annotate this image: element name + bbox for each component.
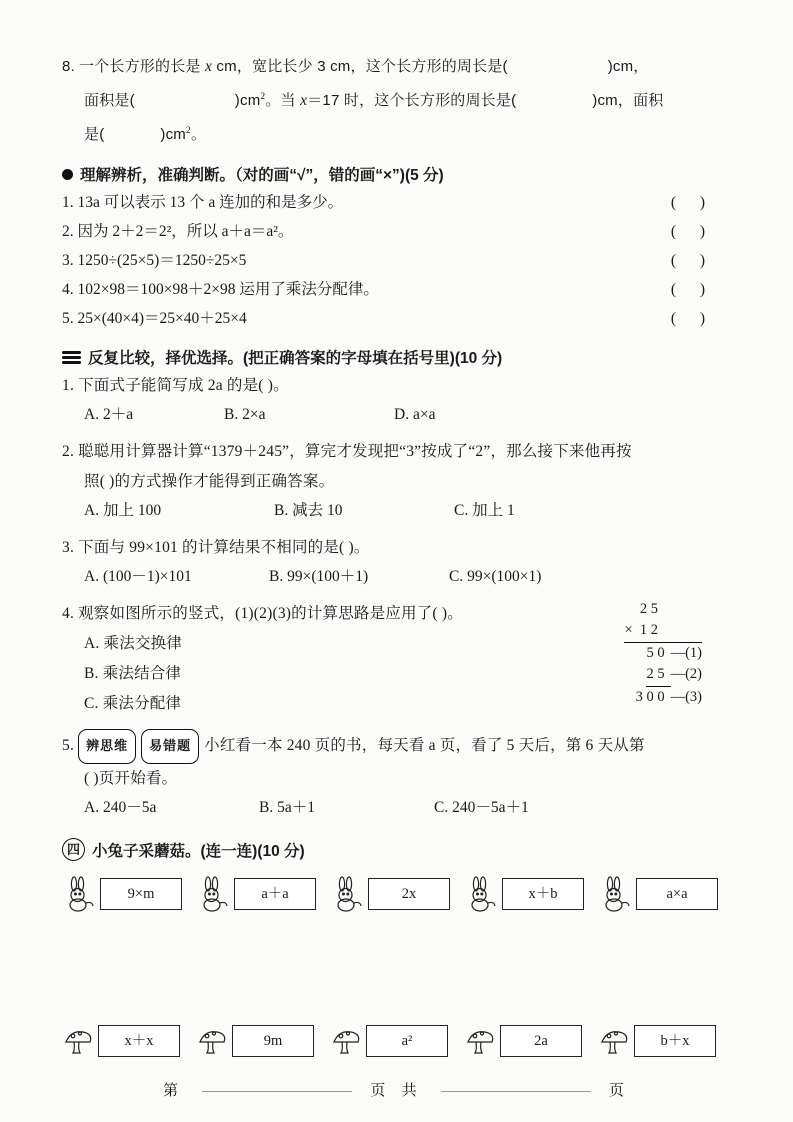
tf-item-4 bbox=[62, 275, 732, 304]
rabbit-icon bbox=[464, 875, 498, 913]
tf-item-2 bbox=[62, 217, 732, 246]
choice-q5-options bbox=[84, 794, 732, 822]
vertical-line-4: 2 5 —(2) bbox=[552, 664, 702, 687]
mushroom-item-3 bbox=[330, 1025, 464, 1057]
choice-q3-options bbox=[84, 563, 732, 591]
q8-text-c: )cm， bbox=[607, 58, 649, 75]
choice-q5-tag-thinking: 辨思维 bbox=[78, 729, 136, 764]
choice-q3-option-c[interactable]: C. 99×(100×1) bbox=[449, 568, 542, 586]
choice-q2-option-c[interactable]: C. 加上 1 bbox=[454, 502, 515, 520]
q8-text-g: ＝17 时，这个长方形的周长是( bbox=[307, 92, 517, 110]
choice-q4-option-a[interactable]: A. 乘法交换律 bbox=[84, 635, 183, 653]
rabbit-card-1[interactable]: 9×m bbox=[100, 878, 182, 910]
page-footer bbox=[0, 1079, 793, 1100]
q8-sup-2: 2 bbox=[186, 126, 191, 137]
rabbit-card-3[interactable]: 2x bbox=[368, 878, 450, 910]
mushroom-icon bbox=[62, 1027, 94, 1055]
q8-text-k: 。 bbox=[190, 126, 207, 144]
true-false-list bbox=[62, 188, 732, 333]
choice-q4 bbox=[62, 599, 732, 719]
choice-q1-options bbox=[84, 401, 732, 429]
choice-q5-stem-line-1 bbox=[62, 729, 732, 764]
choice-q4-number: 4. bbox=[62, 605, 75, 623]
choice-q2-text-2: 照( )的方式操作才能得到正确答案。 bbox=[84, 473, 335, 491]
section-match-title: 小兔子采蘑菇。(连一连)(10 分) bbox=[92, 842, 305, 860]
tf-item-4-text: 4. 102×98＝100×98＋2×98 运用了乘法分配律。 bbox=[62, 281, 379, 299]
q8-number: 8. bbox=[62, 58, 75, 75]
mushroom-item-2 bbox=[196, 1025, 330, 1057]
choice-q2-stem-line-1 bbox=[62, 437, 732, 467]
q8-text-f: 。当 bbox=[265, 92, 301, 110]
choice-q5-number: 5. bbox=[62, 737, 75, 755]
choice-q5-tag-error-prone: 易错题 bbox=[141, 729, 199, 764]
mushroom-card-1[interactable]: x＋x bbox=[98, 1025, 180, 1057]
rabbit-card-5[interactable]: a×a bbox=[636, 878, 718, 910]
choice-q1-option-a[interactable]: A. 2＋a bbox=[84, 406, 134, 424]
rabbit-icon bbox=[330, 875, 364, 913]
question-8-line-2 bbox=[84, 82, 732, 116]
choice-q3-number: 3. bbox=[62, 539, 75, 557]
choice-q1-text: 下面式子能简写成 2a 的是( )。 bbox=[78, 377, 289, 395]
rabbit-card-4[interactable]: x＋b bbox=[502, 878, 584, 910]
section-choice-title: 反复比较，择优选择。(把正确答案的字母填在括号里)(10 分) bbox=[88, 350, 503, 368]
q8-sup-1: 2 bbox=[260, 92, 266, 102]
rabbit-item-4 bbox=[464, 875, 598, 913]
q8-text-h: )cm，面积 bbox=[592, 92, 664, 110]
mushroom-item-5 bbox=[598, 1025, 732, 1057]
vertical-line-5: 3 0 0 —(3) bbox=[635, 689, 702, 706]
tf-item-3 bbox=[62, 246, 732, 275]
tf-item-2-text: 2. 因为 2＋2＝2²，所以 a＋a＝a²。 bbox=[62, 223, 294, 241]
mushroom-card-5[interactable]: b＋x bbox=[634, 1025, 716, 1057]
rabbit-row bbox=[62, 875, 732, 913]
choice-q2-number: 2. bbox=[62, 443, 75, 461]
choice-q5-option-a[interactable]: A. 240－5a bbox=[84, 799, 157, 817]
choice-q3-stem bbox=[62, 533, 732, 563]
q8-text-d: 面积是( bbox=[84, 92, 135, 110]
rabbit-item-5 bbox=[598, 875, 732, 913]
vertical-line-3: 5 0 —(1) bbox=[646, 645, 702, 662]
q8-text-a: 一个长方形的长是 bbox=[79, 58, 205, 75]
choice-q5-text-1: 小红看一本 240 页的书，每天看 a 页，看了 5 天后，第 6 天从第 bbox=[204, 737, 645, 755]
tf-item-1-answer-box[interactable]: ( ) bbox=[670, 194, 716, 212]
footer-page-label: 第 bbox=[163, 1082, 185, 1099]
choice-q2-option-a[interactable]: A. 加上 100 bbox=[84, 502, 162, 520]
section-match-header bbox=[62, 838, 732, 861]
q8-text-b: cm，宽比长少 3 cm，这个长方形的周长是( bbox=[212, 58, 508, 75]
rabbit-card-2[interactable]: a＋a bbox=[234, 878, 316, 910]
choice-q4-option-b[interactable]: B. 乘法结合律 bbox=[84, 665, 182, 683]
three-bars-icon bbox=[62, 350, 81, 365]
mushroom-item-4 bbox=[464, 1025, 598, 1057]
footer-total-label: 页 共 bbox=[370, 1082, 423, 1099]
choice-q1-option-b[interactable]: B. 2×a bbox=[224, 406, 266, 424]
vertical-line-2: × 1 2 bbox=[552, 620, 702, 643]
choice-q5-option-b[interactable]: B. 5a＋1 bbox=[259, 799, 315, 817]
q8-var-x-1: x bbox=[204, 58, 213, 75]
question-8-line-1 bbox=[62, 52, 732, 82]
footer-rule-right bbox=[441, 1091, 591, 1092]
section-true-false-title: 理解辨析，准确判断。（对的画“√”，错的画“×”)(5 分) bbox=[80, 167, 444, 185]
vertical-calculation-figure bbox=[552, 599, 702, 708]
rabbit-item-2 bbox=[196, 875, 330, 913]
mushroom-row bbox=[62, 1025, 732, 1057]
q8-var-x-2: x bbox=[300, 92, 308, 110]
tf-item-4-answer-box[interactable]: ( ) bbox=[670, 281, 716, 299]
choice-q4-option-c[interactable]: C. 乘法分配律 bbox=[84, 695, 182, 713]
mushroom-card-2[interactable]: 9m bbox=[232, 1025, 314, 1057]
bullet-dot-icon bbox=[62, 169, 73, 180]
choice-q1-stem bbox=[62, 371, 732, 401]
choice-q1-option-d[interactable]: D. a×a bbox=[394, 406, 436, 424]
choice-q4-text: 观察如图所示的竖式，(1)(2)(3)的计算思路是应用了( )。 bbox=[78, 605, 463, 623]
rabbit-icon bbox=[598, 875, 632, 913]
tf-item-3-text: 3. 1250÷(25×5)＝1250÷25×5 bbox=[62, 252, 247, 270]
tf-item-1-text: 1. 13a 可以表示 13 个 a 连加的和是多少。 bbox=[62, 194, 344, 212]
worksheet-content bbox=[62, 52, 732, 1057]
tf-item-1 bbox=[62, 188, 732, 217]
rabbit-item-1 bbox=[62, 875, 196, 913]
q8-text-i: 是( bbox=[84, 126, 105, 144]
choice-q2-option-b[interactable]: B. 减去 10 bbox=[274, 502, 343, 520]
mushroom-card-4[interactable]: 2a bbox=[500, 1025, 582, 1057]
mushroom-icon bbox=[196, 1027, 228, 1055]
vertical-line-1: 2 5 bbox=[639, 601, 658, 618]
section-true-false-header bbox=[62, 163, 732, 185]
mushroom-icon bbox=[464, 1027, 496, 1055]
tf-item-5-text: 5. 25×(40×4)＝25×40＋25×4 bbox=[62, 310, 247, 328]
question-8 bbox=[62, 52, 732, 150]
choice-q5-stem-line-2 bbox=[84, 764, 732, 794]
rabbit-icon bbox=[62, 875, 96, 913]
mushroom-icon bbox=[598, 1027, 630, 1055]
choice-q3-option-b[interactable]: B. 99×(100＋1) bbox=[269, 568, 369, 586]
choice-q2-options bbox=[84, 497, 732, 525]
choice-q5-text-2: ( )页开始看。 bbox=[84, 770, 178, 788]
choice-q3-option-a[interactable]: A. (100－1)×101 bbox=[84, 568, 192, 586]
q8-text-j: )cm bbox=[160, 126, 186, 144]
question-8-line-3 bbox=[84, 116, 732, 150]
mushroom-item-1 bbox=[62, 1025, 196, 1057]
rabbit-icon bbox=[196, 875, 230, 913]
section-choice-header bbox=[62, 346, 732, 368]
tf-item-5-answer-box[interactable]: ( ) bbox=[670, 310, 716, 328]
choice-q1-number: 1. bbox=[62, 377, 75, 395]
tf-item-3-answer-box[interactable]: ( ) bbox=[670, 252, 716, 270]
rabbit-item-3 bbox=[330, 875, 464, 913]
q8-text-e: )cm bbox=[234, 92, 261, 110]
tf-item-5 bbox=[62, 304, 732, 333]
footer-rule-left bbox=[202, 1091, 352, 1092]
choice-q2-text-1: 聪聪用计算器计算“1379＋245”，算完才发现把“3”按成了“2”，那么接下来他再按 bbox=[78, 443, 632, 461]
choice-q2-stem-line-2 bbox=[84, 467, 732, 497]
mushroom-icon bbox=[330, 1027, 362, 1055]
choice-q5-option-c[interactable]: C. 240－5a＋1 bbox=[434, 799, 529, 817]
footer-page-unit: 页 bbox=[608, 1082, 630, 1099]
choice-q3-text: 下面与 99×101 的计算结果不相同的是( )。 bbox=[78, 539, 370, 557]
section-match-number: 四 bbox=[62, 838, 85, 861]
tf-item-2-answer-box[interactable]: ( ) bbox=[670, 223, 716, 241]
mushroom-card-3[interactable]: a² bbox=[366, 1025, 448, 1057]
